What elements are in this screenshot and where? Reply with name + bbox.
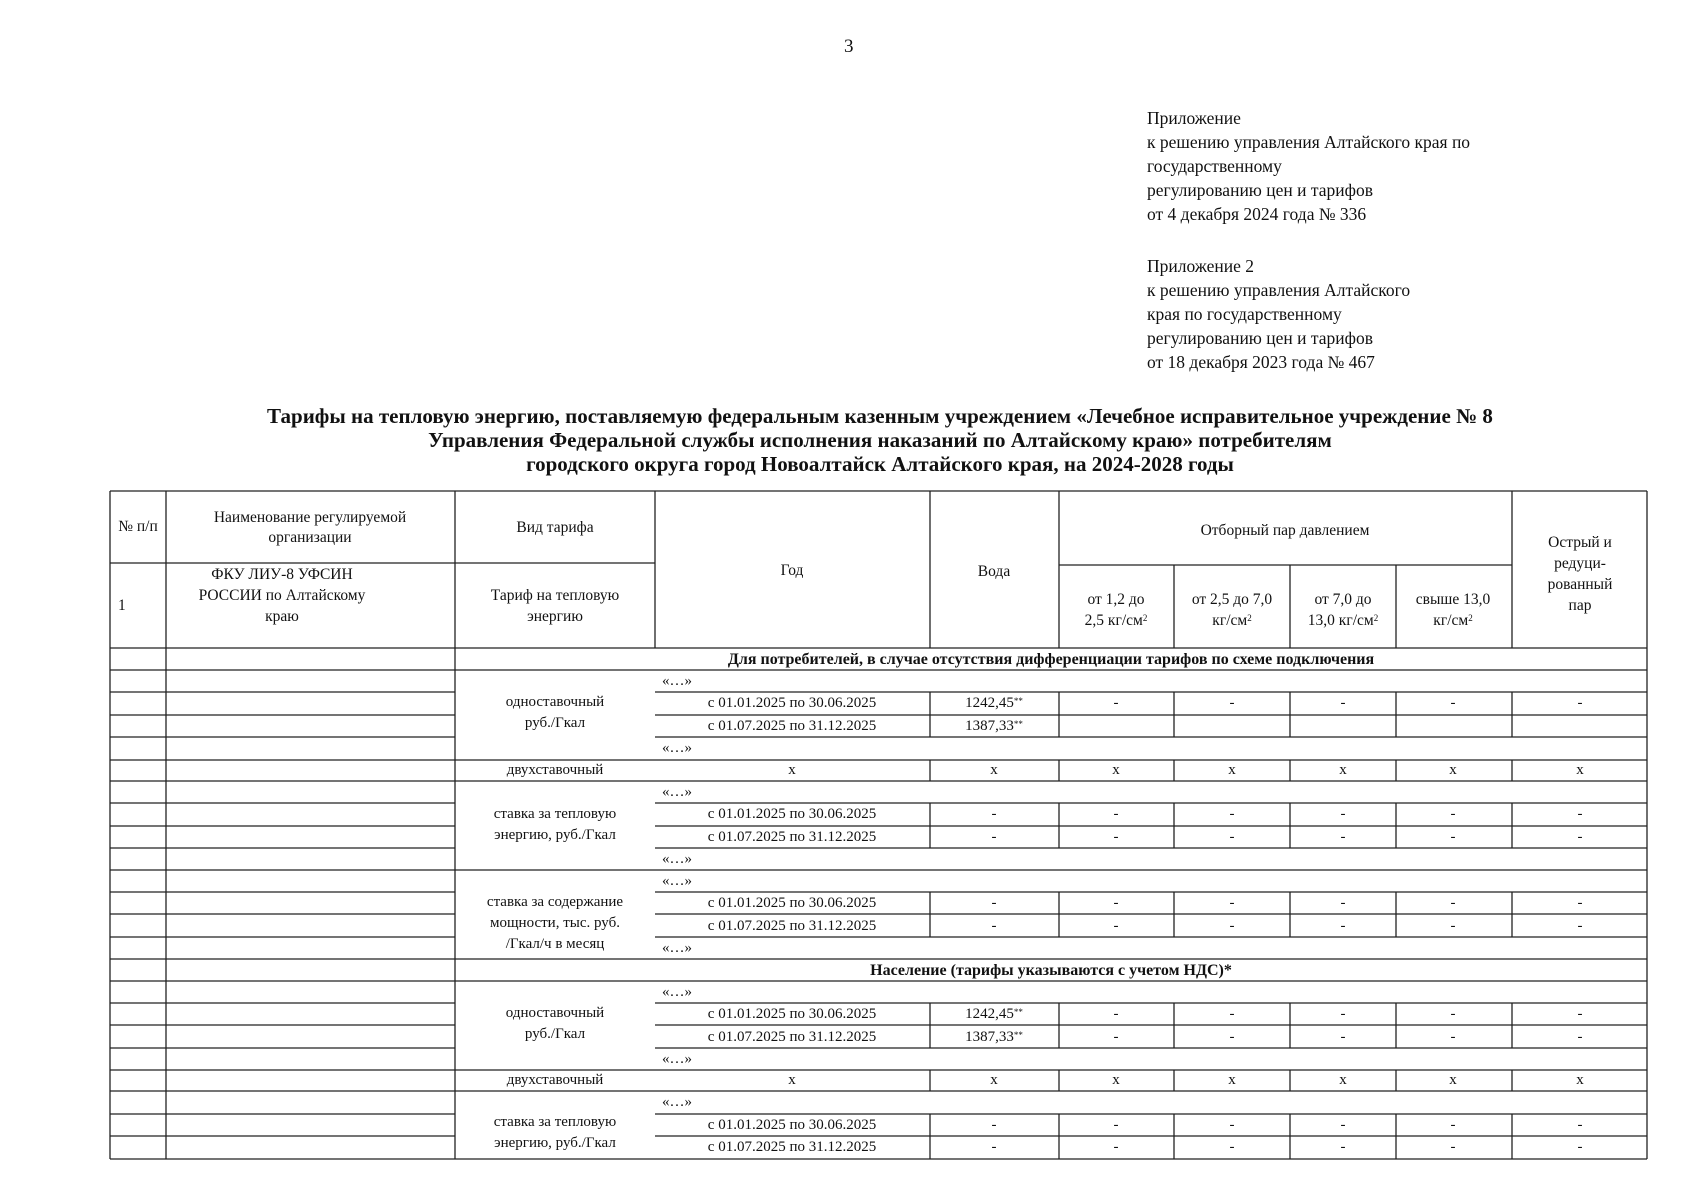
period-h2: с 01.07.2025 по 31.12.2025	[707, 918, 877, 934]
dash-value: -	[1450, 1006, 1456, 1022]
dash-value: -	[991, 918, 997, 934]
dash-value: -	[1229, 695, 1235, 711]
header-org: Наименование регулируемой	[213, 509, 407, 526]
row-num: 1	[118, 597, 126, 614]
dash-value: -	[1577, 695, 1583, 711]
period-ellipsis: «…»	[662, 940, 692, 956]
dash-value: -	[1450, 918, 1456, 934]
section-title-no-differentiation: Для потребителей, в случае отсутствия дифференциации тарифов по схеме подключения	[727, 651, 1375, 668]
header-org: организации	[268, 529, 352, 546]
dash-value: -	[1577, 1139, 1583, 1155]
dash-value: -	[991, 1117, 997, 1133]
dash-value: -	[1340, 918, 1346, 934]
dash-value: -	[1577, 895, 1583, 911]
dash-value: -	[1113, 1006, 1119, 1022]
water-value: 1242,45**	[965, 695, 1023, 711]
type-capacity-rate: /Гкал/ч в месяц	[505, 936, 605, 952]
header-pressure-1: 2,5 $кг/см^2$	[1084, 612, 1148, 629]
dash-value: -	[1340, 695, 1346, 711]
dash-value: -	[1229, 1139, 1235, 1155]
x-value: х	[1339, 1072, 1347, 1088]
dash-value: -	[1229, 806, 1235, 822]
dash-value: -	[1113, 918, 1119, 934]
x-value: х	[1449, 1072, 1457, 1088]
period-h1: с 01.01.2025 по 30.06.2025	[707, 1006, 877, 1022]
x-value: х	[1112, 762, 1120, 778]
period-ellipsis: «…»	[662, 851, 692, 867]
water-value: 1387,33**	[965, 1029, 1023, 1045]
dash-value: -	[1113, 695, 1119, 711]
water-value: 1242,45**	[965, 1006, 1023, 1022]
water-value: 1387,33**	[965, 718, 1023, 734]
x-value: х	[1228, 762, 1236, 778]
dash-value: -	[1229, 1006, 1235, 1022]
title-line: городского округа город Новоалтайск Алтайского края, на 2024-2028 годы	[526, 452, 1234, 476]
x-value: х	[1112, 1072, 1120, 1088]
dash-value: -	[1340, 1139, 1346, 1155]
period-h1: с 01.01.2025 по 30.06.2025	[707, 895, 877, 911]
section-title-population: Население (тарифы указываются с учетом НДС)*	[870, 962, 1232, 979]
x-value: х	[990, 1072, 998, 1088]
dash-value: -	[1340, 829, 1346, 845]
dash-value: -	[1340, 1029, 1346, 1045]
period-ellipsis: «…»	[662, 984, 692, 1000]
type-one-rate: руб./Гкал	[524, 1026, 586, 1042]
period-h1: с 01.01.2025 по 30.06.2025	[707, 806, 877, 822]
dash-value: -	[1450, 1117, 1456, 1133]
period-ellipsis: «…»	[662, 740, 692, 756]
dash-value: -	[1577, 806, 1583, 822]
period-ellipsis: «…»	[662, 673, 692, 689]
x-value: х	[1576, 1072, 1584, 1088]
appendix-line: Приложение 2	[1147, 256, 1255, 276]
appendix-line: от 4 декабря 2024 года № 336	[1147, 204, 1367, 224]
dash-value: -	[1229, 829, 1235, 845]
appendix-line: от 18 декабря 2023 года № 467	[1147, 352, 1375, 372]
x-value: х	[1576, 762, 1584, 778]
org-name: ФКУ ЛИУ-8 УФСИН	[211, 566, 353, 583]
dash-value: -	[991, 895, 997, 911]
type-one-rate: одноставочный	[505, 1005, 605, 1021]
period-h2: с 01.07.2025 по 31.12.2025	[707, 1139, 877, 1155]
appendix-line: к решению управления Алтайского	[1147, 280, 1411, 300]
header-num: № п/п	[118, 518, 158, 535]
dash-value: -	[1229, 918, 1235, 934]
dash-value: -	[1113, 1117, 1119, 1133]
dash-value: -	[1450, 1029, 1456, 1045]
type-energy-rate: энергию, руб./Гкал	[494, 1135, 616, 1151]
period-ellipsis: «…»	[662, 1051, 692, 1067]
title-line: Управления Федеральной службы исполнения наказаний по Алтайскому краю» потребителям	[428, 428, 1332, 452]
x-value: х	[990, 762, 998, 778]
x-value: х	[1449, 762, 1457, 778]
appendix-line: края по государственному	[1147, 304, 1342, 324]
x-value: х	[788, 762, 796, 778]
appendix-line: к решению управления Алтайского края по	[1147, 132, 1471, 152]
dash-value: -	[1577, 829, 1583, 845]
dash-value: -	[1113, 829, 1119, 845]
header-pressure-4: $кг/см^2$	[1433, 612, 1473, 629]
header-pressure-3: 13,0 $кг/см^2$	[1307, 612, 1379, 629]
header-steam: Отборный пар давлением	[1200, 522, 1370, 539]
type-energy-rate: ставка за тепловую	[493, 1114, 617, 1130]
dash-value: -	[1450, 1139, 1456, 1155]
tariff-name: Тариф на тепловую	[490, 587, 620, 604]
dash-value: -	[1340, 895, 1346, 911]
appendix-line: Приложение	[1147, 108, 1241, 128]
dash-value: -	[1340, 1006, 1346, 1022]
type-energy-rate: энергию, руб./Гкал	[494, 827, 616, 843]
dash-value: -	[1340, 806, 1346, 822]
period-ellipsis: «…»	[662, 1094, 692, 1110]
type-capacity-rate: ставка за содержание	[486, 894, 624, 910]
dash-value: -	[1450, 895, 1456, 911]
type-two-rate: двухставочный	[506, 762, 604, 778]
header-pressure-3: от 7,0 до	[1314, 591, 1372, 608]
org-name: краю	[265, 608, 299, 625]
period-h2: с 01.07.2025 по 31.12.2025	[707, 718, 877, 734]
tariff-name: энергию	[527, 608, 583, 625]
period-ellipsis: «…»	[662, 784, 692, 800]
type-energy-rate: ставка за тепловую	[493, 806, 617, 822]
dash-value: -	[1577, 918, 1583, 934]
org-name: РОССИИ по Алтайскому	[198, 587, 366, 604]
appendix-line: регулированию цен и тарифов	[1147, 328, 1373, 348]
header-pressure-2: $кг/см^2$	[1212, 612, 1252, 629]
header-water: Вода	[977, 563, 1011, 580]
title-line: Тарифы на тепловую энергию, поставляемую федеральным казенным учреждением «Лечебное исправительное учреждение № 8	[267, 404, 1493, 428]
dash-value: -	[1229, 895, 1235, 911]
period-h1: с 01.01.2025 по 30.06.2025	[707, 1117, 877, 1133]
type-two-rate: двухставочный	[506, 1072, 604, 1088]
dash-value: -	[991, 1139, 997, 1155]
dash-value: -	[1113, 806, 1119, 822]
period-ellipsis: «…»	[662, 873, 692, 889]
dash-value: -	[991, 806, 997, 822]
header-pressure-1: от 1,2 до	[1087, 591, 1145, 608]
appendix-line: государственному	[1147, 156, 1282, 176]
header-pressure-2: от 2,5 до 7,0	[1191, 591, 1273, 608]
period-h1: с 01.01.2025 по 30.06.2025	[707, 695, 877, 711]
dash-value: -	[1113, 1029, 1119, 1045]
header-year: Год	[780, 562, 804, 579]
type-one-rate: одноставочный	[505, 694, 605, 710]
dash-value: -	[1340, 1117, 1346, 1133]
x-value: х	[788, 1072, 796, 1088]
header-pressure-4: свыше 13,0	[1415, 591, 1491, 608]
type-one-rate: руб./Гкал	[524, 715, 586, 731]
dash-value: -	[1577, 1117, 1583, 1133]
header-sharp-steam: рованный	[1547, 576, 1613, 593]
dash-value: -	[1450, 695, 1456, 711]
header-tariff-type: Вид тарифа	[516, 519, 594, 536]
dash-value: -	[1113, 1139, 1119, 1155]
header-sharp-steam: редуци-	[1554, 555, 1606, 572]
page-number: 3	[844, 36, 854, 57]
dash-value: -	[1450, 806, 1456, 822]
x-value: х	[1339, 762, 1347, 778]
dash-value: -	[1229, 1117, 1235, 1133]
dash-value: -	[1577, 1029, 1583, 1045]
dash-value: -	[1229, 1029, 1235, 1045]
header-sharp-steam: пар	[1568, 597, 1592, 614]
appendix-line: регулированию цен и тарифов	[1147, 180, 1373, 200]
period-h2: с 01.07.2025 по 31.12.2025	[707, 1029, 877, 1045]
period-h2: с 01.07.2025 по 31.12.2025	[707, 829, 877, 845]
dash-value: -	[1577, 1006, 1583, 1022]
dash-value: -	[991, 829, 997, 845]
dash-value: -	[1450, 829, 1456, 845]
header-sharp-steam: Острый и	[1548, 534, 1612, 551]
x-value: х	[1228, 1072, 1236, 1088]
type-capacity-rate: мощности, тыс. руб.	[490, 915, 620, 931]
dash-value: -	[1113, 895, 1119, 911]
